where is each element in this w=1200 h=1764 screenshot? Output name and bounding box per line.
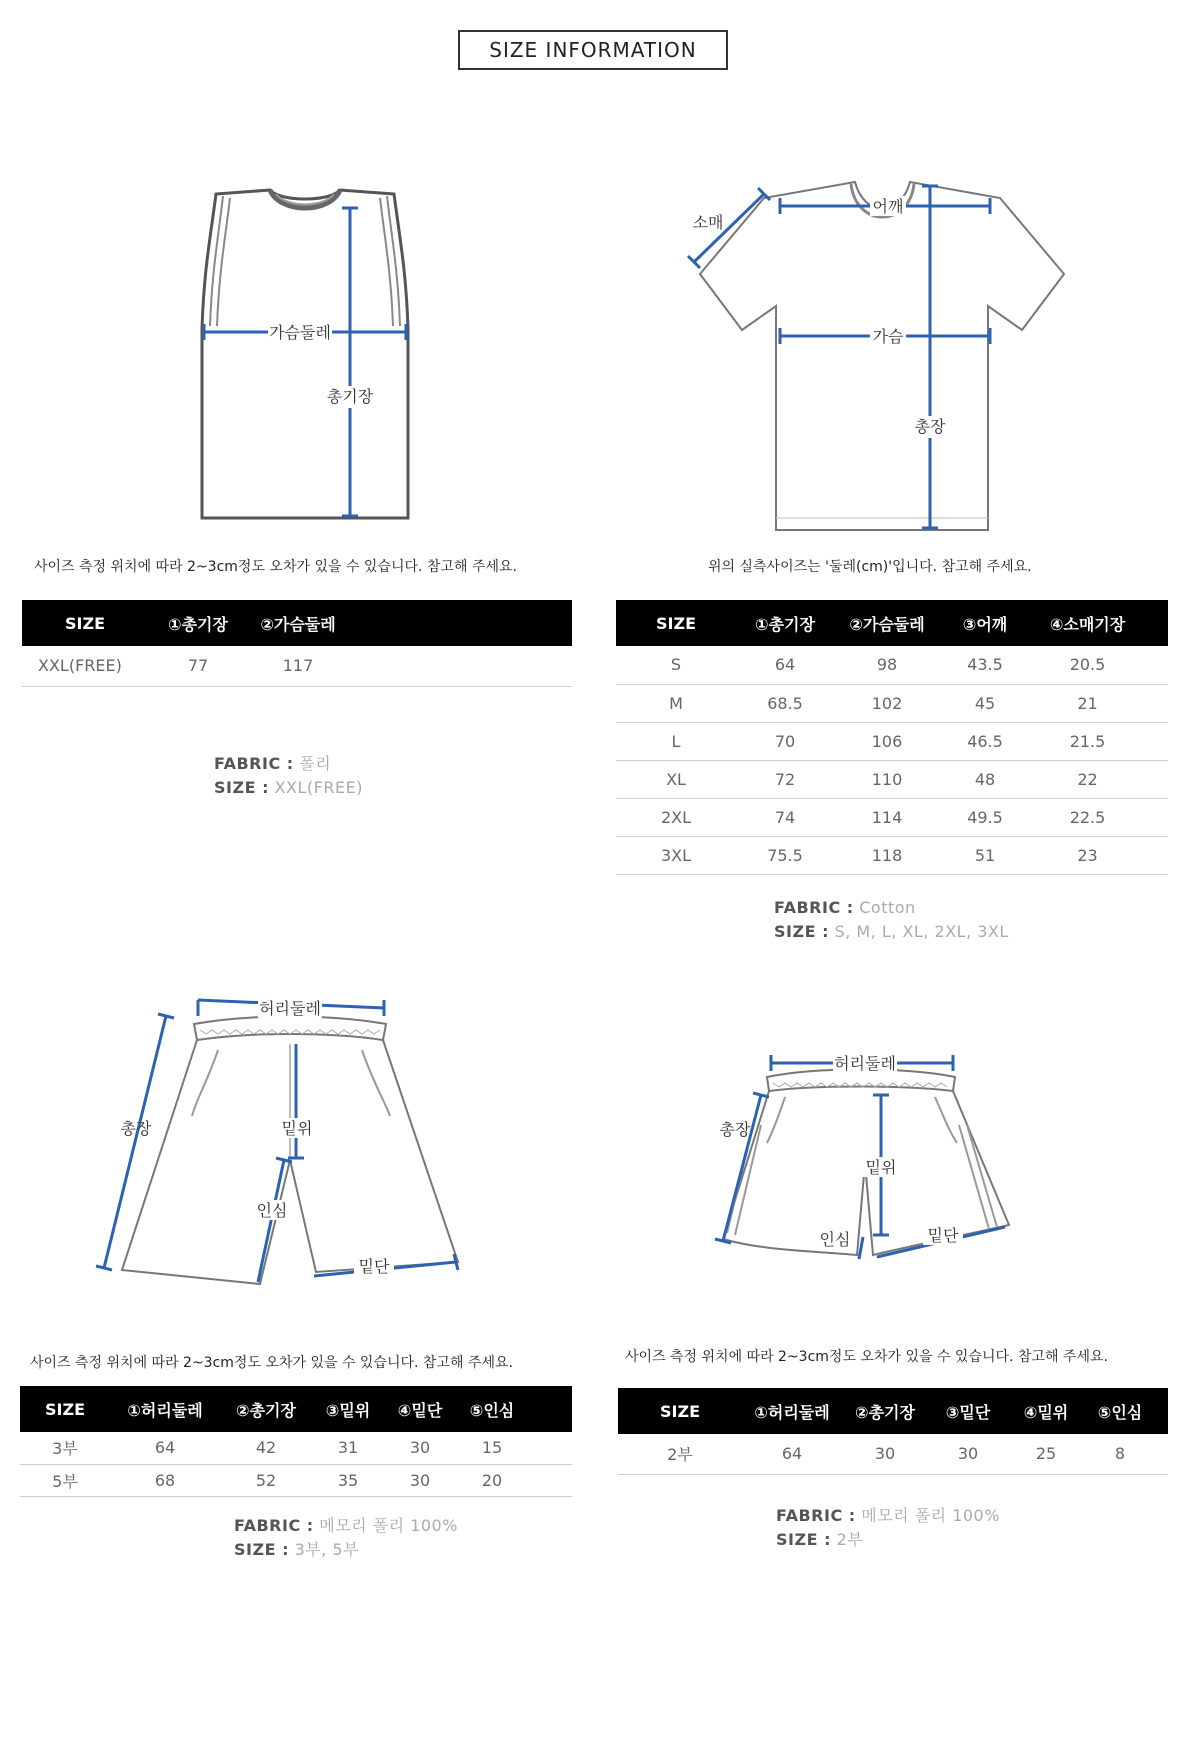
cell: 45 — [940, 684, 1030, 722]
table-row — [616, 836, 1168, 874]
cell: 70 — [736, 722, 834, 760]
shorts-short-note: 사이즈 측정 위치에 따라 2~3cm정도 오차가 있을 수 있습니다. 참고해 주세요. — [625, 1349, 1108, 1365]
cell: XXL(FREE) — [22, 646, 148, 686]
table-row — [616, 798, 1168, 836]
tshirt-note: 위의 실측사이즈는 '둘레(cm)'입니다. 참고해 주세요. — [708, 559, 1032, 575]
header-hem: ④밑단 — [384, 1386, 456, 1432]
label-chest: 가슴 — [872, 327, 904, 346]
cell: 117 — [248, 646, 348, 686]
cell: 35 — [312, 1464, 384, 1496]
table-row — [616, 760, 1168, 798]
label-length: 총기장 — [326, 387, 374, 406]
cell-blank — [1145, 836, 1168, 874]
cell: 22 — [1030, 760, 1145, 798]
cell-blank — [1145, 798, 1168, 836]
cell: 74 — [736, 798, 834, 836]
header-blank — [528, 1386, 572, 1432]
sleeveless-diagram — [190, 180, 430, 525]
label-sleeve: 소매 — [692, 213, 724, 232]
cell-blank — [1145, 760, 1168, 798]
cell: 30 — [928, 1434, 1008, 1474]
cell: 77 — [148, 646, 248, 686]
header-waist: ①허리둘레 — [110, 1386, 220, 1432]
size-label: SIZE : — [234, 1540, 289, 1559]
shorts-long-size-table — [20, 1386, 572, 1497]
cell: S — [616, 646, 736, 684]
size-label: SIZE : — [774, 922, 829, 941]
label-waist: 허리둘레 — [834, 1054, 896, 1073]
shorts-long-diagram — [100, 1000, 470, 1300]
cell: 114 — [834, 798, 940, 836]
header-length: ②총기장 — [220, 1386, 312, 1432]
label-inseam: 인심 — [256, 1201, 288, 1220]
label-rise: 밑위 — [281, 1119, 313, 1138]
table-row — [22, 646, 572, 686]
cell: 75.5 — [736, 836, 834, 874]
shorts-long-note: 사이즈 측정 위치에 따라 2~3cm정도 오차가 있을 수 있습니다. 참고해 주세요. — [30, 1355, 513, 1371]
cell: 8 — [1084, 1434, 1156, 1474]
label-inseam: 인심 — [819, 1230, 851, 1249]
label-chest: 가슴둘레 — [269, 323, 331, 342]
header-size: SIZE — [22, 600, 148, 646]
header-chest: ②가슴둘레 — [834, 600, 940, 646]
header-blank — [1145, 600, 1168, 646]
label-rise: 밑위 — [865, 1158, 897, 1177]
header-size: SIZE — [616, 600, 736, 646]
header-waist: ①허리둘레 — [742, 1388, 842, 1434]
label-shoulder: 어깨 — [872, 197, 904, 216]
cell: 42 — [220, 1432, 312, 1464]
header-size: SIZE — [618, 1388, 742, 1434]
label-length: 총장 — [719, 1120, 751, 1139]
cell: 68.5 — [736, 684, 834, 722]
cell: 31 — [312, 1432, 384, 1464]
cell: 23 — [1030, 836, 1145, 874]
cell: 68 — [110, 1464, 220, 1496]
header-chest: ②가슴둘레 — [248, 600, 348, 646]
shorts-short-fabric — [776, 1504, 1000, 1552]
cell: 64 — [736, 646, 834, 684]
header-inseam: ⑤인심 — [456, 1386, 528, 1432]
sleeveless-fabric — [214, 752, 363, 800]
cell-blank — [1145, 722, 1168, 760]
cell: 21.5 — [1030, 722, 1145, 760]
cell: 2XL — [616, 798, 736, 836]
fabric-value: Cotton — [859, 898, 916, 917]
header-size: SIZE — [20, 1386, 110, 1432]
header-rise: ④밑위 — [1008, 1388, 1084, 1434]
cell: 22.5 — [1030, 798, 1145, 836]
cell: 72 — [736, 760, 834, 798]
sleeveless-size-table — [22, 600, 572, 687]
cell: 106 — [834, 722, 940, 760]
tshirt-diagram — [680, 178, 1080, 538]
cell: M — [616, 684, 736, 722]
shorts-long-fabric — [234, 1514, 458, 1562]
fabric-label: FABRIC : — [214, 754, 294, 773]
cell: L — [616, 722, 736, 760]
cell: 21 — [1030, 684, 1145, 722]
table-row — [20, 1432, 572, 1464]
cell: 3부 — [20, 1432, 110, 1464]
cell: 25 — [1008, 1434, 1084, 1474]
header-shoulder: ③어깨 — [940, 600, 1030, 646]
cell-blank — [528, 1432, 572, 1464]
label-waist: 허리둘레 — [259, 999, 321, 1018]
tshirt-size-table — [616, 600, 1168, 875]
cell: 5부 — [20, 1464, 110, 1496]
cell: 102 — [834, 684, 940, 722]
size-value: 3부, 5부 — [294, 1540, 360, 1559]
header-blank — [348, 600, 572, 646]
cell: 30 — [842, 1434, 928, 1474]
cell: 110 — [834, 760, 940, 798]
cell: 64 — [110, 1432, 220, 1464]
cell: 20.5 — [1030, 646, 1145, 684]
shorts-short-diagram — [705, 1055, 1025, 1265]
header-rise: ③밑위 — [312, 1386, 384, 1432]
cell: 52 — [220, 1464, 312, 1496]
table-row — [618, 1434, 1168, 1474]
shorts-short-size-table — [618, 1388, 1168, 1475]
cell: 49.5 — [940, 798, 1030, 836]
header-sleeve: ④소매기장 — [1030, 600, 1145, 646]
table-row — [616, 646, 1168, 684]
fabric-value: 메모리 폴리 100% — [319, 1516, 458, 1535]
label-length: 총장 — [914, 417, 946, 436]
cell: 118 — [834, 836, 940, 874]
cell: 98 — [834, 646, 940, 684]
header-blank — [1156, 1388, 1168, 1434]
cell-blank — [528, 1464, 572, 1496]
cell-blank — [1156, 1434, 1168, 1474]
cell: 30 — [384, 1432, 456, 1464]
label-length: 총장 — [120, 1119, 152, 1138]
size-label: SIZE : — [214, 778, 269, 797]
cell-blank — [1145, 684, 1168, 722]
fabric-value: 메모리 폴리 100% — [861, 1506, 1000, 1525]
cell: 46.5 — [940, 722, 1030, 760]
header-length: ①총기장 — [736, 600, 834, 646]
cell: 51 — [940, 836, 1030, 874]
table-row — [20, 1464, 572, 1496]
table-row — [616, 684, 1168, 722]
header-length: ②총기장 — [842, 1388, 928, 1434]
cell: 48 — [940, 760, 1030, 798]
label-hem: 밑단 — [927, 1226, 959, 1245]
header-hem: ③밑단 — [928, 1388, 1008, 1434]
cell: XL — [616, 760, 736, 798]
fabric-label: FABRIC : — [776, 1506, 856, 1525]
cell: 30 — [384, 1464, 456, 1496]
cell: 2부 — [618, 1434, 742, 1474]
cell-blank — [348, 646, 572, 686]
cell: 43.5 — [940, 646, 1030, 684]
size-label: SIZE : — [776, 1530, 831, 1549]
cell: 20 — [456, 1464, 528, 1496]
sleeveless-note: 사이즈 측정 위치에 따라 2~3cm정도 오차가 있을 수 있습니다. 참고해 주세요. — [34, 559, 517, 575]
page-title: SIZE INFORMATION — [458, 30, 728, 70]
fabric-value: 폴리 — [299, 754, 332, 773]
cell-blank — [1145, 646, 1168, 684]
size-value: S, M, L, XL, 2XL, 3XL — [834, 922, 1009, 941]
fabric-label: FABRIC : — [774, 898, 854, 917]
label-hem: 밑단 — [358, 1257, 390, 1276]
cell: 3XL — [616, 836, 736, 874]
table-row — [616, 722, 1168, 760]
size-value: 2부 — [836, 1530, 864, 1549]
cell: 15 — [456, 1432, 528, 1464]
header-length: ①총기장 — [148, 600, 248, 646]
cell: 64 — [742, 1434, 842, 1474]
fabric-label: FABRIC : — [234, 1516, 314, 1535]
header-inseam: ⑤인심 — [1084, 1388, 1156, 1434]
size-value: XXL(FREE) — [274, 778, 363, 797]
tshirt-fabric — [774, 896, 1009, 944]
